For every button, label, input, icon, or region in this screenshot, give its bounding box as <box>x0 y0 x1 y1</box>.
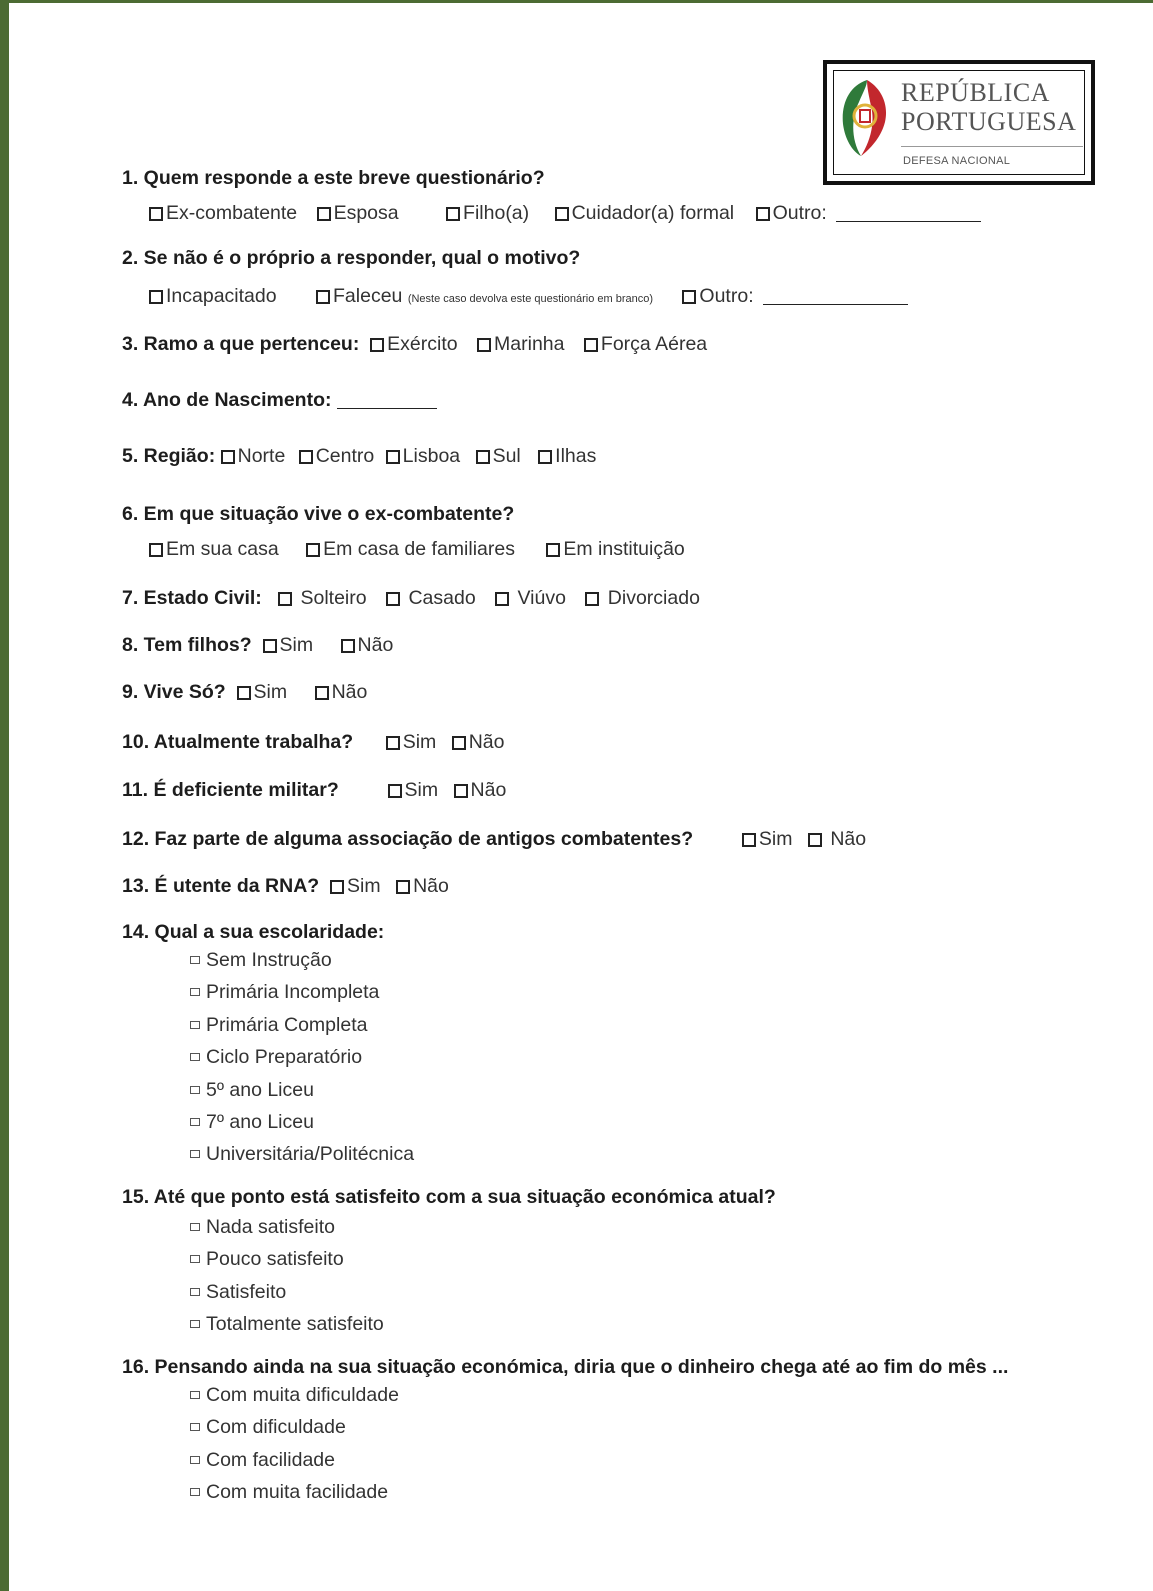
question-13-label: 13. É utente da RNA? <box>122 875 320 897</box>
q4-birth-year-line[interactable] <box>337 392 437 409</box>
checkbox[interactable] <box>682 290 696 304</box>
checkbox[interactable] <box>221 450 235 464</box>
question-7 <box>122 586 714 610</box>
q1-option-ex-combatente[interactable]: Ex-combatente <box>149 201 297 225</box>
q5-option-lisboa[interactable]: Lisboa <box>386 444 460 468</box>
question-14-options <box>190 944 414 1171</box>
checkbox[interactable] <box>149 207 163 221</box>
q11-option-sim[interactable]: Sim <box>388 778 439 802</box>
question-8 <box>122 633 407 657</box>
q13-option-nao[interactable]: Não <box>396 874 449 898</box>
q6-option-em-sua-casa[interactable]: Em sua casa <box>149 537 279 561</box>
checkbox[interactable] <box>330 880 344 894</box>
checkbox[interactable] <box>477 338 491 352</box>
q5-option-norte[interactable]: Norte <box>221 444 286 468</box>
q2-outro-text-line[interactable] <box>763 288 908 305</box>
checkbox[interactable] <box>317 207 331 221</box>
question-12-label: 12. Faz parte de alguma associação de antigos combatentes? <box>122 828 694 850</box>
q7-option-casado[interactable]: Casado <box>386 586 476 610</box>
logo-title-line1: REPÚBLICA <box>901 78 1050 107</box>
q9-option-nao[interactable]: Não <box>315 680 368 704</box>
checkbox[interactable] <box>190 988 200 996</box>
question-3 <box>122 332 721 356</box>
q16-option-com-muita-dificuldade[interactable]: Com muita dificuldade <box>190 1379 399 1411</box>
checkbox[interactable] <box>452 736 466 750</box>
checkbox[interactable] <box>190 1391 200 1399</box>
q16-option-com-muita-facilidade[interactable]: Com muita facilidade <box>190 1476 399 1508</box>
checkbox[interactable] <box>370 338 384 352</box>
checkbox[interactable] <box>190 1053 200 1061</box>
checkbox[interactable] <box>190 1086 200 1094</box>
logo-subtitle: DEFESA NACIONAL <box>903 155 1011 167</box>
checkbox[interactable] <box>546 543 560 557</box>
question-16-options <box>190 1379 399 1509</box>
checkbox[interactable] <box>476 450 490 464</box>
q14-option-5-ano-liceu[interactable]: 5º ano Liceu <box>190 1074 414 1106</box>
checkbox[interactable] <box>190 1488 200 1496</box>
q8-option-nao[interactable]: Não <box>341 633 394 657</box>
checkbox[interactable] <box>756 207 770 221</box>
checkbox[interactable] <box>584 338 598 352</box>
q9-option-sim[interactable]: Sim <box>237 680 288 704</box>
q1-outro-text-line[interactable] <box>836 205 981 222</box>
q2-option-faleceu[interactable]: Faleceu (Neste caso devolva este questionário em branco) <box>316 284 653 311</box>
question-7-label: 7. Estado Civil: <box>122 587 262 609</box>
logo-title-line2: PORTUGUESA <box>901 107 1077 136</box>
question-12 <box>122 827 880 851</box>
q15-option-pouco-satisfeito[interactable]: Pouco satisfeito <box>190 1243 384 1275</box>
checkbox[interactable] <box>538 450 552 464</box>
q15-option-totalmente-satisfeito[interactable]: Totalmente satisfeito <box>190 1308 384 1340</box>
checkbox[interactable] <box>299 450 313 464</box>
question-3-label: 3. Ramo a que pertenceu: <box>122 333 360 355</box>
q16-option-com-dificuldade[interactable]: Com dificuldade <box>190 1411 399 1443</box>
question-1-label: 1. Quem responde a este breve questionário? <box>122 167 545 189</box>
q1-option-esposa[interactable]: Esposa <box>317 201 399 225</box>
q10-option-nao[interactable]: Não <box>452 730 505 754</box>
republica-portuguesa-logo <box>823 60 1095 185</box>
checkbox[interactable] <box>190 1288 200 1296</box>
q1-option-cuidador[interactable]: Cuidador(a) formal <box>555 201 735 225</box>
q12-option-sim[interactable]: Sim <box>742 827 793 851</box>
checkbox[interactable] <box>190 1320 200 1328</box>
q14-option-7-ano-liceu[interactable]: 7º ano Liceu <box>190 1106 414 1138</box>
question-11 <box>122 778 520 802</box>
checkbox[interactable] <box>190 1223 200 1231</box>
checkbox[interactable] <box>386 736 400 750</box>
q2-option-incapacitado[interactable]: Incapacitado <box>149 284 277 308</box>
question-15-options <box>190 1211 384 1341</box>
q3-option-marinha[interactable]: Marinha <box>477 332 564 356</box>
checkbox[interactable] <box>190 1423 200 1431</box>
checkbox[interactable] <box>396 880 410 894</box>
q14-option-primaria-incompleta[interactable]: Primária Incompleta <box>190 976 414 1008</box>
q12-option-nao[interactable]: Não <box>808 827 866 851</box>
checkbox[interactable] <box>341 639 355 653</box>
checkbox[interactable] <box>263 639 277 653</box>
checkbox[interactable] <box>742 833 756 847</box>
checkbox[interactable] <box>149 290 163 304</box>
question-5-label: 5. Região: <box>122 445 216 467</box>
q14-option-universitaria[interactable]: Universitária/Politécnica <box>190 1138 414 1170</box>
q2-faleceu-note: (Neste caso devolva este questionário em branco) <box>407 293 653 305</box>
question-6-options <box>149 537 699 561</box>
q5-option-centro[interactable]: Centro <box>299 444 375 468</box>
checkbox[interactable] <box>388 784 402 798</box>
question-2-label: 2. Se não é o próprio a responder, qual o motivo? <box>122 247 581 269</box>
checkbox[interactable] <box>585 592 599 606</box>
question-4-label: 4. Ano de Nascimento: <box>122 389 332 411</box>
logo-divider <box>901 146 1083 147</box>
checkbox[interactable] <box>316 290 330 304</box>
question-15-label: 15. Até que ponto está satisfeito com a sua situação económica atual? <box>122 1186 776 1208</box>
question-10-label: 10. Atualmente trabalha? <box>122 731 354 753</box>
q5-option-sul[interactable]: Sul <box>476 444 521 468</box>
question-9 <box>122 680 381 704</box>
question-4 <box>122 388 437 412</box>
q2-option-outro[interactable]: Outro: <box>682 284 753 308</box>
question-14-label: 14. Qual a sua escolaridade: <box>122 921 385 943</box>
checkbox[interactable] <box>190 1021 200 1029</box>
question-11-label: 11. É deficiente militar? <box>122 779 339 801</box>
question-5 <box>122 444 610 468</box>
question-8-label: 8. Tem filhos? <box>122 634 252 656</box>
q8-option-sim[interactable]: Sim <box>263 633 314 657</box>
checkbox[interactable] <box>555 207 569 221</box>
checkbox[interactable] <box>190 1118 200 1126</box>
question-10 <box>122 730 519 754</box>
q14-option-sem-instrucao[interactable]: Sem Instrução <box>190 944 414 976</box>
checkbox[interactable] <box>237 686 251 700</box>
q13-option-sim[interactable]: Sim <box>330 874 381 898</box>
checkbox[interactable] <box>454 784 468 798</box>
checkbox[interactable] <box>190 1150 200 1158</box>
question-9-label: 9. Vive Só? <box>122 681 226 703</box>
q5-option-ilhas[interactable]: Ilhas <box>538 444 596 468</box>
q3-option-exercito[interactable]: Exército <box>370 332 457 356</box>
q14-option-ciclo-preparatorio[interactable]: Ciclo Preparatório <box>190 1041 414 1073</box>
q15-option-satisfeito[interactable]: Satisfeito <box>190 1276 384 1308</box>
checkbox[interactable] <box>315 686 329 700</box>
checkbox[interactable] <box>190 956 200 964</box>
checkbox[interactable] <box>495 592 509 606</box>
q7-option-viuvo[interactable]: Viúvo <box>495 586 566 610</box>
portuguese-flag-emblem-icon <box>837 78 895 158</box>
q10-option-sim[interactable]: Sim <box>386 730 437 754</box>
checkbox[interactable] <box>149 543 163 557</box>
q14-option-primaria-completa[interactable]: Primária Completa <box>190 1009 414 1041</box>
q7-option-solteiro[interactable]: Solteiro <box>278 586 367 610</box>
question-16-label: 16. Pensando ainda na sua situação económica, diria que o dinheiro chega até ao fim do mês ... <box>122 1356 1009 1378</box>
question-13 <box>122 874 463 898</box>
q7-option-divorciado[interactable]: Divorciado <box>585 586 700 610</box>
checkbox[interactable] <box>446 207 460 221</box>
q3-option-forca-aerea[interactable]: Força Aérea <box>584 332 707 356</box>
checkbox[interactable] <box>808 833 822 847</box>
question-6-label: 6. Em que situação vive o ex-combatente? <box>122 503 515 525</box>
checkbox[interactable] <box>306 543 320 557</box>
question-2-options <box>149 284 908 311</box>
q1-option-outro[interactable]: Outro: <box>756 201 827 225</box>
checkbox[interactable] <box>190 1456 200 1464</box>
q11-option-nao[interactable]: Não <box>454 778 507 802</box>
checkbox[interactable] <box>278 592 292 606</box>
checkbox[interactable] <box>386 450 400 464</box>
q16-option-com-facilidade[interactable]: Com facilidade <box>190 1444 399 1476</box>
checkbox[interactable] <box>190 1255 200 1263</box>
q1-option-filho[interactable]: Filho(a) <box>446 201 529 225</box>
question-1-options <box>149 201 981 225</box>
q6-option-em-instituicao[interactable]: Em instituição <box>546 537 684 561</box>
q15-option-nada-satisfeito[interactable]: Nada satisfeito <box>190 1211 384 1243</box>
q6-option-em-casa-familiares[interactable]: Em casa de familiares <box>306 537 515 561</box>
checkbox[interactable] <box>386 592 400 606</box>
